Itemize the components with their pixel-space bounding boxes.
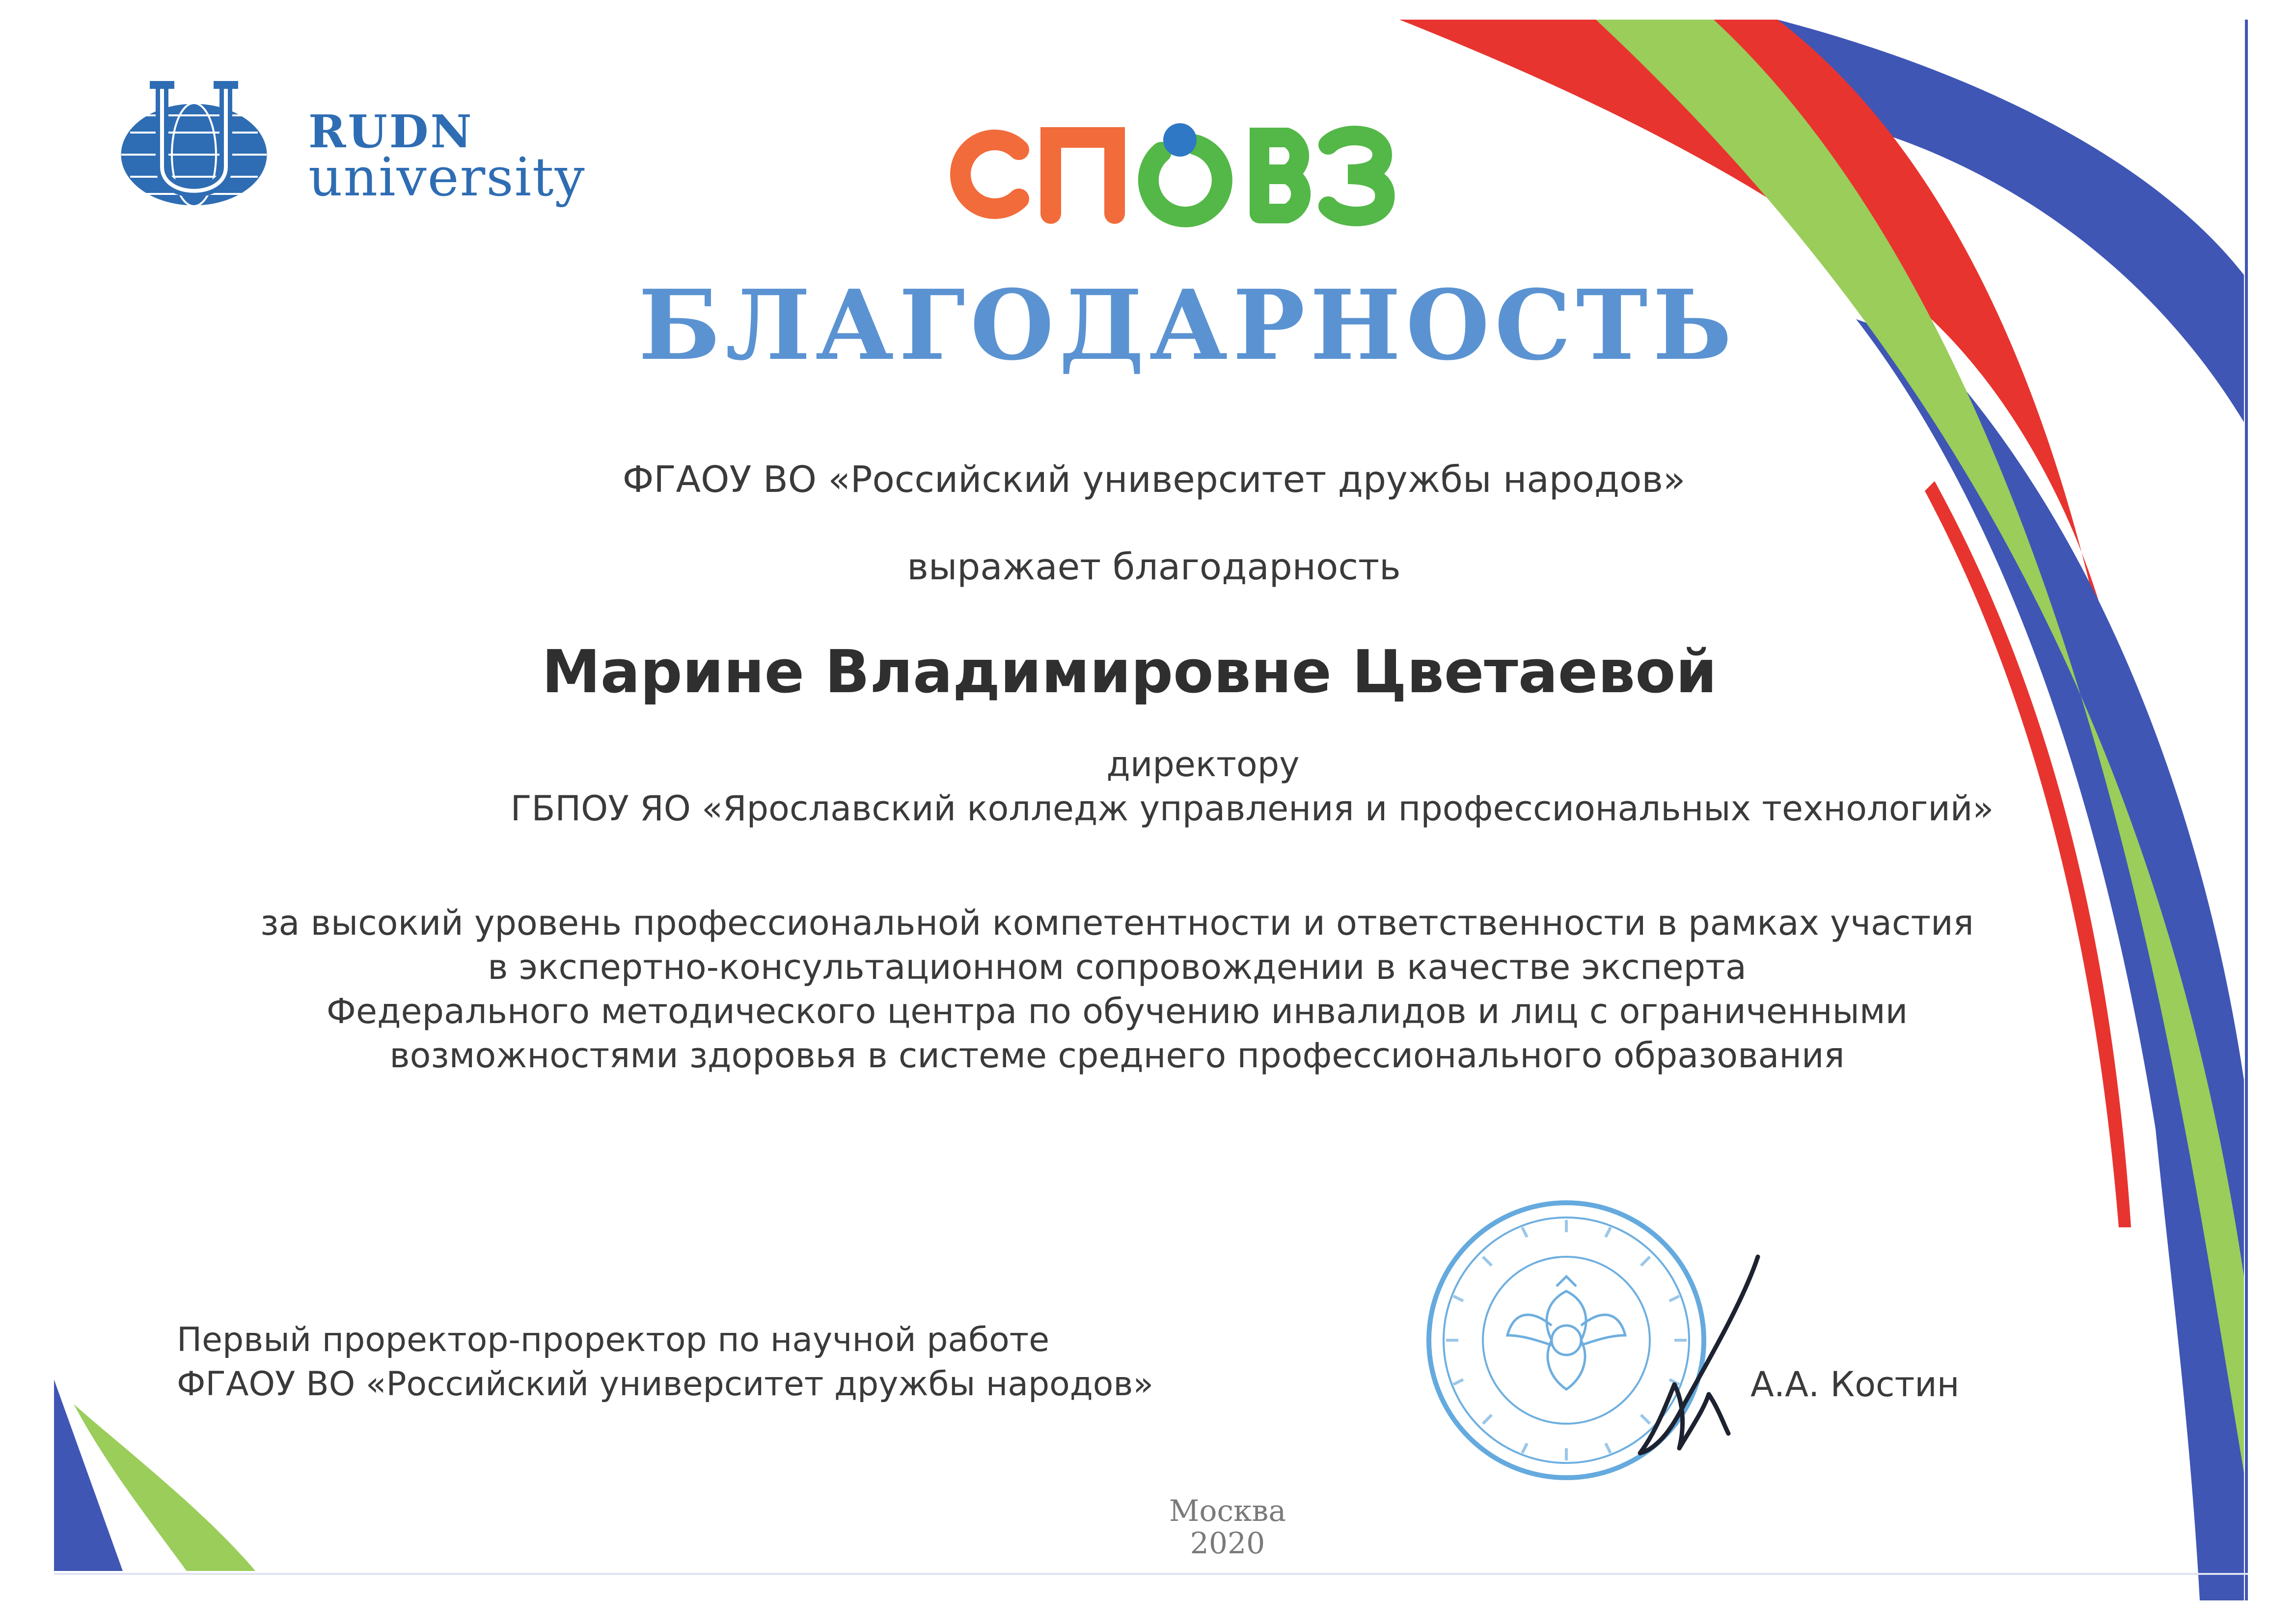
rudn-logo-line2: university xyxy=(308,147,586,208)
certificate-title: БЛАГОДАРНОСТЬ xyxy=(638,269,1737,382)
issue-place-date xyxy=(1080,1495,1375,1560)
reason-line: за высокий уровень профессиональной компетентности и ответственности в рамках участия xyxy=(260,903,1974,943)
recipient-name: Марине Владимировне Цветаевой xyxy=(542,638,1717,706)
rudn-logo-line1: RUDN xyxy=(308,105,474,158)
issue-year: 2020 xyxy=(1190,1526,1265,1561)
bottom-edge-line xyxy=(54,1573,2248,1575)
signer-title-line2: ФГАОУ ВО «Российский университет дружбы народов» xyxy=(177,1365,1154,1404)
signer-name: А.А. Костин xyxy=(1750,1364,1960,1405)
issuing-organization: ФГАОУ ВО «Российский университет дружбы народов» xyxy=(622,459,1686,501)
reason-line: в экспертно-консультационном сопровождении в качестве эксперта xyxy=(488,947,1747,987)
reason-line: Федерального методического центра по обучению инвалидов и лиц с ограниченными xyxy=(326,991,1908,1031)
signer-title-line1: Первый проректор-проректор по научной работе xyxy=(177,1321,1050,1359)
ribbon-blue-corner xyxy=(54,1380,123,1571)
signer-title xyxy=(177,1318,1153,1407)
reason-text xyxy=(187,901,2048,1078)
reason-line: возможностями здоровья в системе среднего профессионального образования xyxy=(389,1035,1845,1076)
rudn-globe-icon xyxy=(115,81,280,223)
recipient-college: ГБПОУ ЯО «Ярославский колледж управления и профессиональных технологий» xyxy=(510,788,1994,829)
right-edge-line xyxy=(2245,20,2248,1600)
issue-city: Москва xyxy=(1169,1494,1286,1528)
handwritten-signature xyxy=(1611,1247,1777,1463)
recipient-position: директору xyxy=(1106,744,1300,784)
expresses-gratitude: выражает благодарность xyxy=(907,546,1401,588)
spovz-logo xyxy=(940,115,1402,228)
